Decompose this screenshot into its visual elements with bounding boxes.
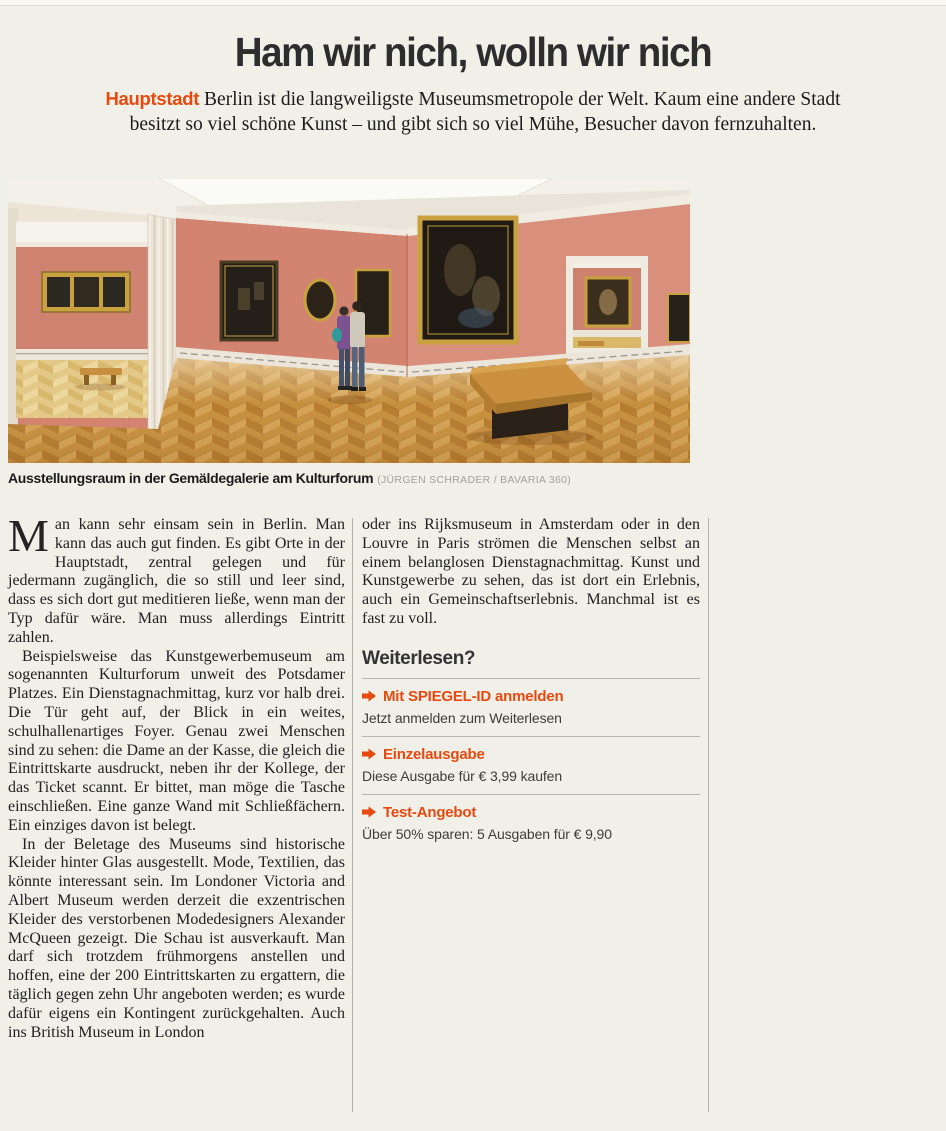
- figure-caption-row: [8, 470, 698, 489]
- offer-description: Jetzt anmelden zum Weiterlesen: [362, 709, 562, 726]
- paragraph: In der Beletage des Museums sind historische Kleider hinter Glas ausgestellt. Mode, Textilien, das könnte interessant sein. Im Londoner Victoria and Albert Museum werden derzeit die exzentrischen Kleider des verstorbenen Modedesigners Alexander McQueen gezeigt. Die Schau ist ausverkauft. Man darf sich trotzdem frühmorgens anstellen und hoffen, eine der 200 Eintrittskarten zu ergattern, die täglich gegen zehn Uhr angeboten werden; es wurde dafür eigens ein Kontingent zurückgehalten. Auch ins British Museum in London: [8, 835, 345, 1041]
- article-body: [8, 510, 712, 1116]
- arrow-right-icon: [362, 806, 376, 818]
- top-divider: [0, 0, 946, 6]
- paywall-heading: Weiterlesen?: [362, 647, 476, 669]
- standfirst: [103, 86, 843, 137]
- dark-painting: [221, 262, 277, 340]
- back-room: [16, 222, 148, 418]
- right-room-bench: [578, 341, 604, 346]
- offer-title-row[interactable]: [362, 804, 700, 821]
- edge-painting: [668, 294, 690, 342]
- offer-title: Einzelausgabe: [383, 745, 485, 763]
- round-painting: [305, 280, 335, 320]
- article-header: [0, 30, 946, 137]
- triptych-painting: [42, 272, 130, 312]
- figure-credit: (JÜRGEN SCHRADER / BAVARIA 360): [377, 474, 572, 486]
- column-right: [362, 516, 700, 852]
- arrow-right-icon: [362, 748, 376, 760]
- paywall: [362, 648, 700, 852]
- right-edge-divider: [708, 518, 709, 1112]
- offer-description: Über 50% sparen: 5 Ausgaben für € 9,90: [362, 825, 612, 842]
- offer-title: Mit SPIEGEL-ID anmelden: [383, 687, 564, 705]
- gallery-photo: [8, 178, 690, 463]
- paragraph: Beispielsweise das Kunstgewerbemuseum am sogenannten Kulturforum unweit des Potsdamer Platzes. Ein Dienstagnachmittag, kurz vor halb drei. Die Tür geht auf, der Blick in ein weites, schulhallenartiges Foyer. Genau zwei Menschen sind zu sehen: die Dame an der Kasse, die gleich die Eintrittskarte ausdruckt, neben ihr der Kollege, der das Ticket scannt. Er bittet, man möge die Tasche einschließen. Eine ganze Wand mit Schließfächern. Ein einziges davon ist belegt.: [8, 647, 345, 834]
- paragraph: [8, 510, 345, 648]
- arrow-right-icon: [362, 690, 376, 702]
- right-room-opening: [566, 256, 648, 355]
- offer-title-row[interactable]: [362, 746, 700, 763]
- dropcap: M: [8, 510, 49, 561]
- offer-single-issue[interactable]: [362, 737, 700, 794]
- paragraph-text: an kann sehr einsam sein in Berlin. Man kann das auch gut finden. Es gibt Orte in der Hauptstadt, zentral gelegen und für jedermann zugänglich, die so still und leer sind, dass es sich dort gut meditieren ließe, wenn man der Typ dafür wäre. Man muss allerdings Eintritt zahlen.: [8, 516, 345, 646]
- page-title: Ham wir nich, wolln wir nich: [234, 29, 712, 75]
- offer-title-row[interactable]: [362, 688, 700, 705]
- standfirst-text: Berlin ist die langweiligste Museumsmetropole der Welt. Kaum eine andere Stadt besitzt so viel schöne Kunst – und gibt sich so viel Mühe, Besucher davon fernzuhalten.: [129, 89, 841, 135]
- column-left: [8, 510, 345, 1042]
- column-divider: [352, 518, 353, 1112]
- offer-title: Test-Angebot: [383, 803, 477, 821]
- paragraph: oder ins Rijksmuseum in Amsterdam oder in den Louvre in Paris strömen die Menschen selbst an einem belanglosen Dienstagnachmittag. Kunst und Kunstgewerbe zu sehen, das ist dort ein Erlebnis, auch ein Gemeinschaftserlebnis. Manchmal ist es fast zu voll.: [362, 516, 700, 627]
- figure-caption: Ausstellungsraum in der Gemäldegalerie am Kulturforum: [8, 470, 374, 486]
- offer-description: Diese Ausgabe für € 3,99 kaufen: [362, 767, 563, 784]
- large-painting: [420, 218, 516, 342]
- offer-trial[interactable]: [362, 795, 700, 852]
- gallery-photo-illustration: [8, 178, 690, 463]
- kicker-label: Hauptstadt: [105, 88, 200, 109]
- offer-spiegel-id[interactable]: [362, 679, 700, 736]
